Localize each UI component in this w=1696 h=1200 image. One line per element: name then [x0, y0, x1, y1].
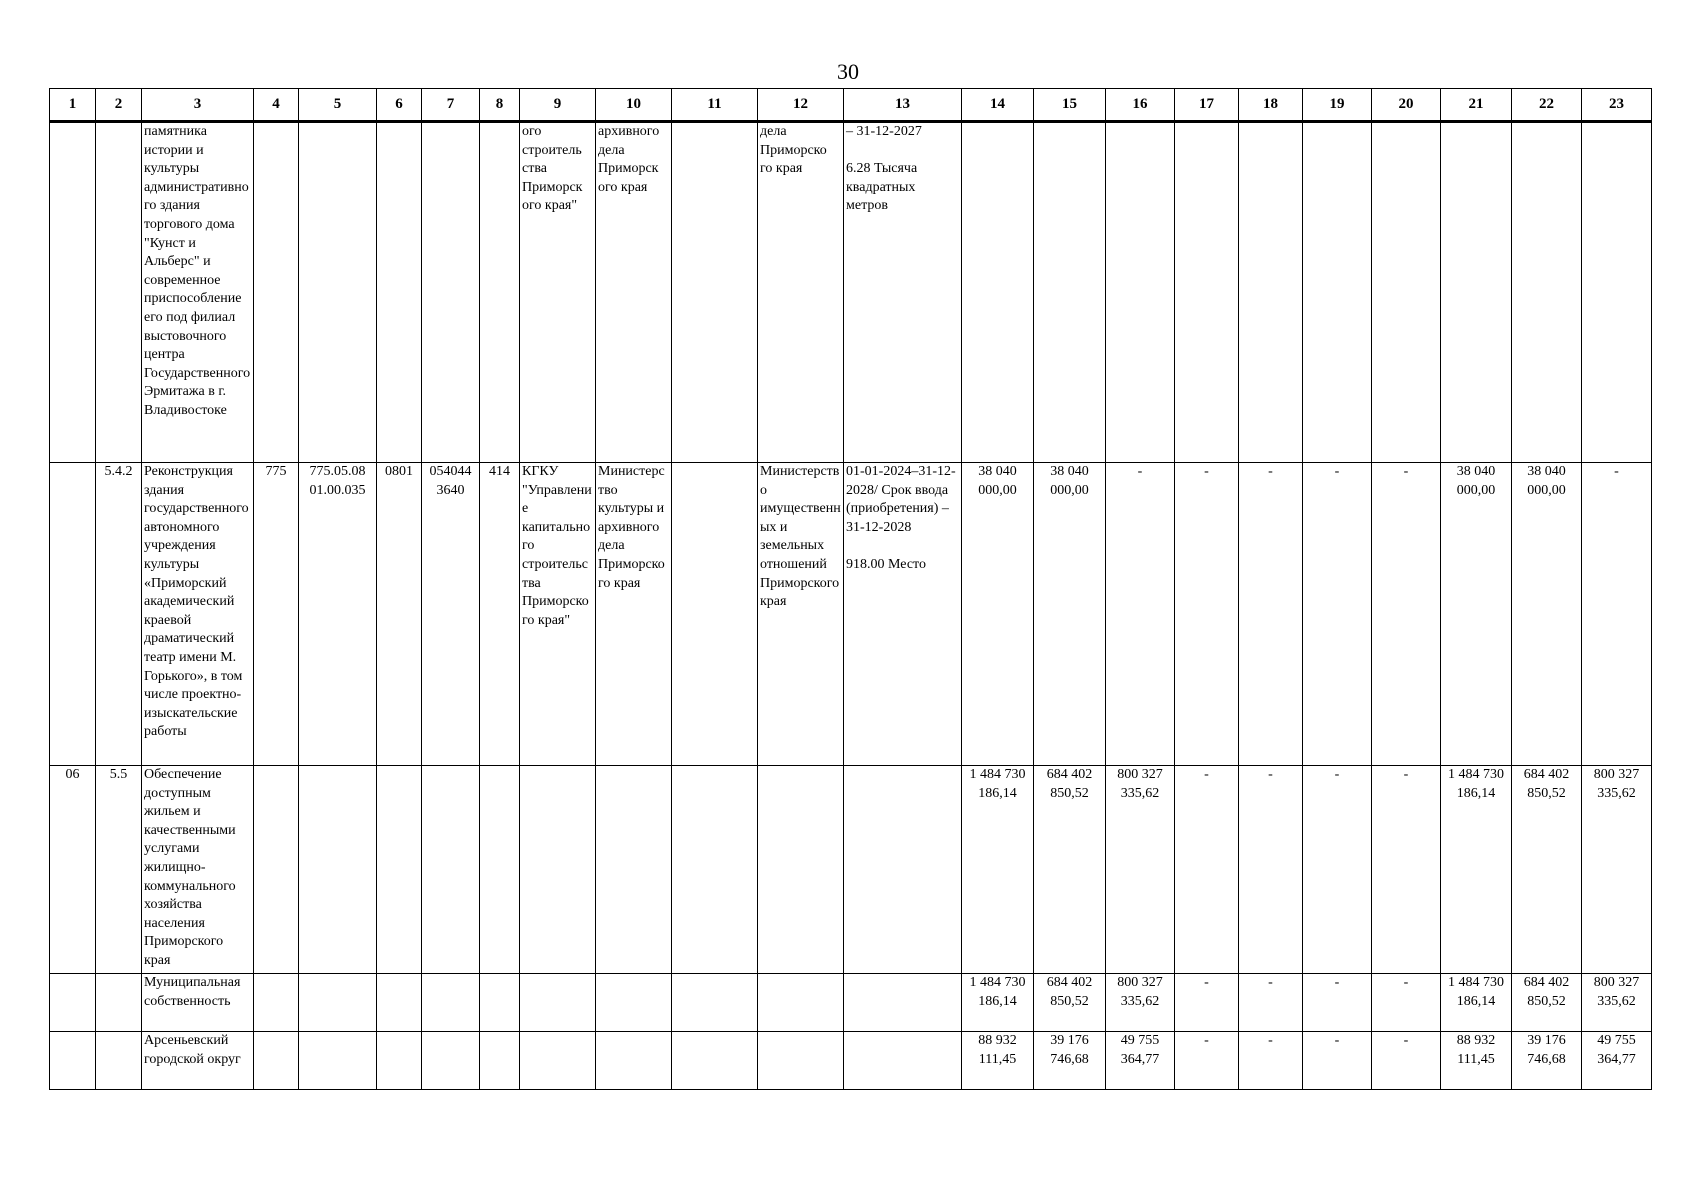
cell — [758, 974, 844, 1032]
cell — [422, 766, 480, 974]
table-row — [50, 766, 1652, 974]
cell — [1175, 122, 1239, 463]
amount-cell: 39 176 746,68 — [1512, 1032, 1582, 1090]
cell — [377, 974, 422, 1032]
cell — [1303, 122, 1372, 463]
amount-cell: 49 755 364,77 — [1106, 1032, 1175, 1090]
cell — [299, 974, 377, 1032]
cell — [672, 463, 758, 766]
cell — [1034, 122, 1106, 463]
cell — [1239, 122, 1303, 463]
cell — [299, 766, 377, 974]
object-name-cell: памятника истории и культуры административного здания торгового дома "Кунст и Альберс" и современное приспособление его под филиал выстовочного центра Государственного Эрмитажа в г. Владивостоке — [142, 122, 254, 463]
cell: 775 — [254, 463, 299, 766]
amount-cell: - — [1175, 766, 1239, 974]
cell: дела Приморско го края — [758, 122, 844, 463]
column-header: 6 — [377, 89, 422, 122]
column-header: 15 — [1034, 89, 1106, 122]
column-header: 11 — [672, 89, 758, 122]
cell: 054044 3640 — [422, 463, 480, 766]
cell — [299, 122, 377, 463]
cell — [377, 766, 422, 974]
cell: архивного дела Приморск ого края — [596, 122, 672, 463]
cell — [962, 122, 1034, 463]
cell — [1441, 122, 1512, 463]
column-header: 4 — [254, 89, 299, 122]
cell — [254, 974, 299, 1032]
amount-cell: - — [1239, 1032, 1303, 1090]
cell — [480, 766, 520, 974]
column-header: 7 — [422, 89, 480, 122]
amount-cell: 1 484 730 186,14 — [962, 974, 1034, 1032]
cell — [596, 766, 672, 974]
cell — [299, 1032, 377, 1090]
cell — [422, 122, 480, 463]
column-header: 2 — [96, 89, 142, 122]
column-header: 3 — [142, 89, 254, 122]
amount-cell: 49 755 364,77 — [1582, 1032, 1652, 1090]
cell — [672, 974, 758, 1032]
cell — [844, 766, 962, 974]
cell — [844, 974, 962, 1032]
cell — [254, 766, 299, 974]
cell — [758, 766, 844, 974]
amount-cell: - — [1372, 766, 1441, 974]
page-number: 30 — [837, 59, 859, 84]
column-header: 19 — [1303, 89, 1372, 122]
cell — [672, 1032, 758, 1090]
amount-cell: - — [1239, 463, 1303, 766]
table-row — [50, 1032, 1652, 1090]
amount-cell: 1 484 730 186,14 — [1441, 766, 1512, 974]
amount-cell: - — [1106, 463, 1175, 766]
column-number-row — [50, 89, 1652, 122]
object-name-cell: Муниципальная собственность — [142, 974, 254, 1032]
cell — [1512, 122, 1582, 463]
object-name-cell: Реконструкция здания государственного автономного учреждения культуры «Приморский академический краевой драматический театр имени М. Горького», в том числе проектно-изыскательские работы — [142, 463, 254, 766]
cell — [422, 974, 480, 1032]
amount-cell: 684 402 850,52 — [1512, 974, 1582, 1032]
amount-cell: - — [1175, 463, 1239, 766]
amount-cell: 38 040 000,00 — [1512, 463, 1582, 766]
amount-cell: 88 932 111,45 — [1441, 1032, 1512, 1090]
cell — [480, 974, 520, 1032]
amount-cell: 88 932 111,45 — [962, 1032, 1034, 1090]
amount-cell: 800 327 335,62 — [1582, 974, 1652, 1032]
cell — [50, 463, 96, 766]
cell: 775.05.08 01.00.035 — [299, 463, 377, 766]
cell — [520, 766, 596, 974]
cell — [422, 1032, 480, 1090]
column-header: 12 — [758, 89, 844, 122]
cell: 06 — [50, 766, 96, 974]
column-header: 14 — [962, 89, 1034, 122]
cell — [1372, 122, 1441, 463]
cell: 01-01-2024–31-12-2028/ Срок ввода (приобретения) – 31-12-2028 918.00 Место — [844, 463, 962, 766]
amount-cell: 38 040 000,00 — [962, 463, 1034, 766]
amount-cell: 1 484 730 186,14 — [1441, 974, 1512, 1032]
table-row — [50, 463, 1652, 766]
cell: 0801 — [377, 463, 422, 766]
amount-cell: 800 327 335,62 — [1106, 974, 1175, 1032]
amount-cell: - — [1175, 974, 1239, 1032]
amount-cell: 38 040 000,00 — [1034, 463, 1106, 766]
cell — [96, 1032, 142, 1090]
amount-cell: - — [1303, 974, 1372, 1032]
amount-cell: - — [1175, 1032, 1239, 1090]
column-header: 22 — [1512, 89, 1582, 122]
column-header: 17 — [1175, 89, 1239, 122]
cell: ого строитель ства Приморск ого края" — [520, 122, 596, 463]
column-header: 13 — [844, 89, 962, 122]
amount-cell: 684 402 850,52 — [1034, 974, 1106, 1032]
cell — [1106, 122, 1175, 463]
column-header: 23 — [1582, 89, 1652, 122]
amount-cell: - — [1239, 974, 1303, 1032]
column-header: 21 — [1441, 89, 1512, 122]
cell: Министерство имущественных и земельных отношений Приморского края — [758, 463, 844, 766]
amount-cell: 39 176 746,68 — [1034, 1032, 1106, 1090]
column-header: 10 — [596, 89, 672, 122]
cell — [50, 122, 96, 463]
amount-cell: - — [1372, 463, 1441, 766]
row-number-cell: 5.4.2 — [96, 463, 142, 766]
amount-cell: - — [1303, 463, 1372, 766]
amount-cell: - — [1582, 463, 1652, 766]
amount-cell: 684 402 850,52 — [1034, 766, 1106, 974]
table-row — [50, 974, 1652, 1032]
amount-cell: - — [1303, 766, 1372, 974]
amount-cell: 800 327 335,62 — [1106, 766, 1175, 974]
amount-cell: 684 402 850,52 — [1512, 766, 1582, 974]
object-name-cell: Арсеньевский городской округ — [142, 1032, 254, 1090]
row-number-cell: 5.5 — [96, 766, 142, 974]
column-header: 18 — [1239, 89, 1303, 122]
cell — [672, 766, 758, 974]
cell — [254, 1032, 299, 1090]
cell — [672, 122, 758, 463]
cell — [254, 122, 299, 463]
amount-cell: - — [1372, 974, 1441, 1032]
cell — [1582, 122, 1652, 463]
cell — [480, 1032, 520, 1090]
column-header: 1 — [50, 89, 96, 122]
cell — [844, 1032, 962, 1090]
column-header: 16 — [1106, 89, 1175, 122]
cell: КГКУ "Управление капитального строительства Приморского края" — [520, 463, 596, 766]
cell — [758, 1032, 844, 1090]
cell: – 31-12-2027 6.28 Тысяча квадратных метров — [844, 122, 962, 463]
cell — [377, 122, 422, 463]
budget-table — [49, 88, 1652, 1090]
cell: Министерство культуры и архивного дела Приморского края — [596, 463, 672, 766]
cell — [596, 1032, 672, 1090]
amount-cell: 800 327 335,62 — [1582, 766, 1652, 974]
cell — [520, 1032, 596, 1090]
cell — [50, 974, 96, 1032]
cell — [596, 974, 672, 1032]
amount-cell: - — [1303, 1032, 1372, 1090]
column-header: 20 — [1372, 89, 1441, 122]
table-row — [50, 122, 1652, 463]
column-header: 9 — [520, 89, 596, 122]
cell — [50, 1032, 96, 1090]
object-name-cell: Обеспечение доступным жильем и качественными услугами жилищно-коммунального хозяйства населения Приморского края — [142, 766, 254, 974]
cell — [520, 974, 596, 1032]
amount-cell: - — [1239, 766, 1303, 974]
cell — [96, 122, 142, 463]
column-header: 5 — [299, 89, 377, 122]
column-header: 8 — [480, 89, 520, 122]
cell — [480, 122, 520, 463]
cell — [96, 974, 142, 1032]
amount-cell: - — [1372, 1032, 1441, 1090]
amount-cell: 38 040 000,00 — [1441, 463, 1512, 766]
cell — [377, 1032, 422, 1090]
cell: 414 — [480, 463, 520, 766]
amount-cell: 1 484 730 186,14 — [962, 766, 1034, 974]
